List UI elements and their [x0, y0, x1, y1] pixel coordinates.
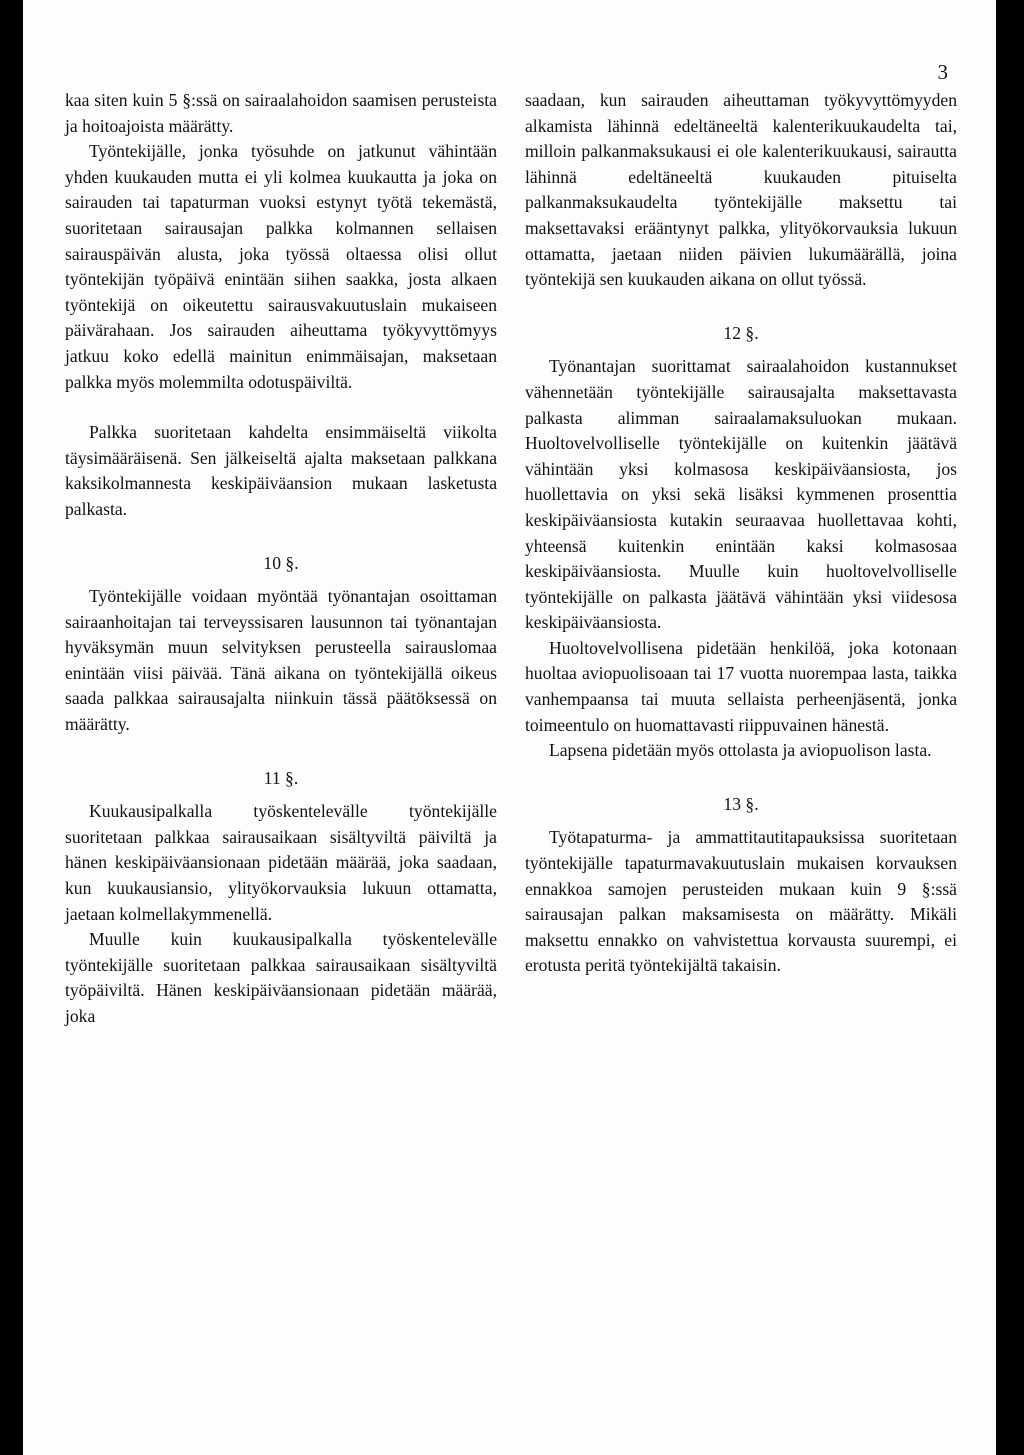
section-heading: 11 §.	[263, 767, 299, 788]
right-column	[525, 88, 957, 979]
paragraph: Työnantajan suorittamat sairaalahoidon kustannukset vähennetään työntekijälle sairausajalta maksettavasta palkasta alimman sairaalamaksuluokan mukaan. Huoltovelvolliselle työntekijälle on kuitenkin jäätävä vähintään yksi kolmasosa keskipäiväansiosta, jos huollettavia on yksi sekä lisäksi kymmenen prosenttia keskipäiväansiosta kutakin seuraavaa huollettavaa kohti, yhteensä kuitenkin enintään kaksi kolmasosaa keskipäiväansiosta. Muulle kuin huoltovelvolliselle työntekijälle on palkasta jäätävä vähintään yksi viidesosa keskipäiväansiosta.	[525, 356, 957, 633]
paragraph: Työntekijälle, jonka työsuhde on jatkunut vähintään yhden kuukauden mutta ei yli kolmea kuukautta ja joka on sairauden tai tapaturman vuoksi estynyt työtä tekemästä, suoritetaan sairausajan palkka kolmannen sellaisen sairauspäivän alusta, joka työssä oltaessa olisi ollut työntekijän työpäivä enintään siihen saakka, josta alkaen työntekijä on oikeutettu sairausvakuutuslain mukaiseen päivärahaan. Jos sairauden aiheuttama työkyvyttömyys jatkuu koko edellä mainitun enimmäisajan, maksetaan palkka myös molemmilta odotuspäiviltä.	[65, 141, 497, 392]
paragraph: Työtapaturma- ja ammattitautitapauksissa suoritetaan työntekijälle tapaturmavakuutuslain mukaisen korvauksen ennakkoa samojen perusteiden mukaan kuin 9 §:ssä sairausajan palkan maksamisesta on määrätty. Mikäli maksettu ennakko on vahvistettua korvausta suurempi, ei erotusta peritä työntekijältä takaisin.	[525, 827, 957, 976]
section-heading: 10 §.	[263, 552, 299, 573]
paragraph: Lapsena pidetään myös ottolasta ja aviopuolison lasta.	[549, 740, 932, 761]
section-heading: 13 §.	[723, 793, 759, 814]
paragraph: Huoltovelvollisena pidetään henkilöä, joka kotonaan huoltaa aviopuolisoaan tai 17 vuotta nuorempaa lasta, taikka vanhempaansa tai muuta sellaista perheenjäsentä, jonka toimeentulo on huomattavasti riippuvainen hänestä.	[525, 637, 957, 735]
paragraph: Palkka suoritetaan kahdelta ensimmäiseltä viikolta täysimääräisenä. Sen jälkeiseltä ajalta maksetaan palkkana kaksikolmannesta keskipäiväansion mukaan lasketusta palkasta.	[65, 422, 497, 519]
paragraph: kaa siten kuin 5 §:ssä on sairaalahoidon saamisen perusteista ja hoitoajoista määrätty.	[65, 90, 497, 136]
paragraph: Työntekijälle voidaan myöntää työnantajan osoittaman sairaanhoitajan tai terveyssisaren lausunnon tai työnantajan hyväksymän muun selvityksen perusteella sairauslomaa enintään viisi päivää. Tänä aikana on työntekijällä oikeus saada palkkaa sairausajalta niinkuin tässä päätöksessä on määrätty.	[65, 586, 497, 735]
paragraph: Kuukausipalkalla työskentelevälle työntekijälle suoritetaan palkkaa sairausaikaan sisältyviltä päiviltä ja hänen keskipäiväansionaan pidetään määrää, joka saadaan, kun kuukausiansio, ylityökorvauksia lukuun ottamatta, jaetaan kolmellakymmenellä.	[65, 801, 497, 924]
paragraph: Muulle kuin kuukausipalkalla työskentelevälle työntekijälle suoritetaan palkkaa sairausaikaan sisältyviltä työpäiviltä. Hänen keskipäiväansionaan pidetään määrää, joka	[65, 929, 497, 1026]
section-heading: 12 §.	[723, 322, 759, 343]
document-page	[23, 0, 996, 1455]
left-column	[65, 88, 497, 1030]
paragraph: saadaan, kun sairauden aiheuttaman työkyvyttömyyden alkamista lähinnä edeltäneeltä kalenterikuukaudelta tai, milloin palkanmaksukausi ei ole kalenterikuukausi, sairautta lähinnä edeltäneeltä kuukauden pituiselta palkanmaksukaudelta työntekijälle maksettu tai maksettavaksi erääntynyt palkka, ylityökorvauksia lukuun ottamatta, jaetaan niiden päivien lukumäärällä, joina työntekijä sen kuukauden aikana on ollut työssä.	[525, 90, 957, 290]
page-number: 3	[937, 60, 948, 84]
